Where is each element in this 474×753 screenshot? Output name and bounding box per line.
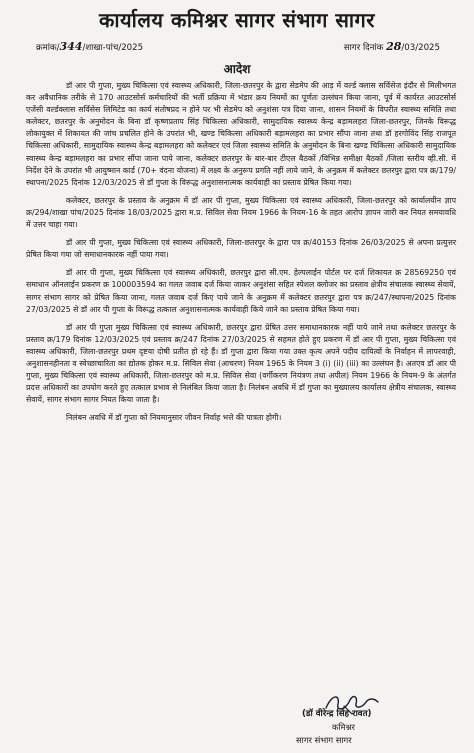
paragraph-charge-memo: कलेक्टर, छतरपुर के प्रस्ताव के अनुक्रम में डॉ आर पी गुप्ता, मुख्य चिकित्सा एवं स्वास्थ्य अधिकारी, जिला-छतरपुर को कार्यालयीन ज्ञाप क्र/294/शाखा पांच/2025 दिनांक 18/03/2025 द्वारा म.प्र. सिविल सेवा नियम 1966 के नियम-16 के तहत आरोप ज्ञापन जारी कर नियत समयावधि में उत्तर चाहा गया। — [26, 195, 456, 230]
paragraph-reply: डॉ आर पी गुप्ता, मुख्य चिकित्सा एवं स्वास्थ्य अधिकारी, जिला-छतरपुर के द्वारा पत्र क्र/40153 दिनांक 26/03/2025 से अपना प्रत्युत्तर प्रेषित किया गया जो समाधानकारक नहीं पाया गया। — [26, 238, 456, 260]
order-date — [344, 40, 440, 53]
paragraph-suspension-order: डॉ आर पी गुप्ता मुख्य चिकित्सा एवं स्वास्थ्य अधिकारी, छतरपुर द्वारा प्रेषित उत्तर समाधानकारक नहीं पाये जाने तथा कलेक्टर छतरपुर के प्रस्ताव क्र/179 दिनांक 12/03/2025 एवं प्रस्ताव क्र/247 दिनांक 27/03/2025 से सहमत होते हुए प्रकरण में डॉ आर पी गुप्ता, मुख्य चिकित्सा एवं स्वास्थ्य अधिकारी, जिला-छतरपुर प्रथम दृष्टया दोषी प्रतीत हो रहे हैं। डॉ गुप्ता द्वारा किया गया उक्त कृत्य अपने पदीय दायित्वों के निर्वाहन में लापरवाही, अनुशासनहीनता व स्वेच्छाचारिता का द्योतक होकर म.प्र. सिविल सेवा (आचरण) नियम 1965 के नियम 3 (i) (ii) (iii) का उल्लंघन है। अतएव डॉ आर पी गुप्ता, मुख्य चिकित्सा एवं स्वास्थ्य अधिकारी, जिला-छतरपुर को म.प्र. सिविल सेवा (वर्गीकरण नियंत्रण तथा अपील) नियम 1966 के नियम-9 के अंतर्गत प्रदत्त अधिकारों का उपयोग करते हुए तत्काल प्रभाव से निलंबित किया जाता है। निलंबन अवधि में डॉ गुप्ता का मुख्यालय कार्यालय क्षेत्रीय संचालक, स्वास्थ्य सेवायें, सागर संभाग सागर नियत किया जाता है। — [26, 322, 456, 405]
ref-suffix: /शाखा-पांच/2025 — [82, 43, 144, 53]
date-day-handwritten: 28 — [386, 40, 402, 53]
signatory-designation: कमिश्नर — [332, 722, 355, 732]
order-body — [26, 80, 456, 430]
signatory-name: (डॉ वीरेन्द्र सिंह रावत) — [302, 709, 372, 719]
ref-prefix: क्रमांक/ — [36, 43, 60, 53]
reference-number — [36, 40, 143, 53]
paragraph-allegations: डॉ आर पी गुप्ता, मुख्य चिकित्सा एवं स्वास्थ्य अधिकारी, जिला-छतरपुर के द्वारा सेडमेप की आड़ में वर्ल्ड क्लास सर्विसेज इंदौर से मिलीभगत कर अवैधानिक तरीके से 170 आउटसोर्स कर्मचारियों की भर्ती प्रक्रिया में भंडार क्रय नियमों का पूर्णतः उल्लंघन किया जाना, पूर्व में कार्यरत आउटसोर्स एजेंसी वर्ल्डक्लास सर्विसेस लिमिटेड का कार्य संतोषप्रद न होने पर भी सेडमेप को अनुशंसा पत्र दिया जाना, शासन नियमों के विपरीत स्वास्थ्य समिति तथा कलेक्टर, छतरपुर के अनुमोदन के बिना डॉ कृष्णप्रताप सिंह चिकित्सा अधिकारी, सामुदायिक स्वास्थ्य केन्द्र बड़ामलहरा जिला-छतरपुर, जिनके विरूद्ध लोकायुक्त में शिकायत की जांच प्रचलित होने के उपरांत भी, खण्ड चिकित्सा अधिकारी बड़ामलहरा का प्रभार सौंपा जाना तथा डॉ हरगोविंद सिंह राजपूत चिकित्सा अधिकारी, सामुदायिक स्वास्थ्य केन्द्र बड़ामलहरा को कलेक्टर एवं जिला स्वास्थ्य समिति के अनुमोदन के बिना खण्ड चिकित्सा अधिकारी सामुदायिक स्वास्थ्य केन्द्र बड़ामलहरा का प्रभार सौंपा जाना पाये जाना, कलेक्टर छतरपुर के बार-बार टीएल बैठकों /विभिन्न समीक्षा बैठकों /जिला स्तरीय व्ही.सी. में निर्देश देने के उपरांत भी आयुष्मान कार्ड (70+ वंदना योजना) में लक्ष्य के अनुरूप प्रगति नहीं लाये जाने, के अनुक्रम में कलेक्टर छतरपुर द्वारा पत्र क्र/179/स्थापना/2025 दिनांक 12/03/2025 से डॉ गुप्ता के विरूद्ध अनुशासनात्मक कार्यवाही का प्रस्ताव प्रेषित किया गया। — [26, 81, 456, 187]
signatory-office: सागर संभाग सागर — [296, 735, 352, 745]
ref-number-handwritten: 344 — [59, 40, 83, 53]
date-prefix: सागर दिनांक — [343, 43, 384, 53]
date-suffix: /03/2025 — [401, 43, 440, 53]
office-title: कार्यालय कमिश्नर सागर संभाग सागर — [99, 8, 375, 32]
order-heading: आदेश — [223, 62, 251, 76]
paragraph-cm-helpline: डॉ आर पी गुप्ता, मुख्य चिकित्सा एवं स्वास्थ्य अधिकारी, छतरपुर द्वारा सी.एम. हेल्पलाईन पोर्टल पर दर्ज शिकायत क्र 28569250 एवं समाधान ऑनलाईन प्रकरण क्र 100003594 का गलत जवाब दर्ज किया जाकर अनुशंसा सहित स्पेशल क्लोजर का प्रस्ताव क्षेत्रीय संचालक स्वास्थ्य सेवायें, सागर संभाग सागर को प्रेषित किया जाना, गलत जवाब दर्ज किए पाये जाने के अनुक्रम में कलेक्टर छतरपुर द्वारा पत्र क्र/247/स्थापना/2025 दिनांक 27/03/2025 से डॉ आर पी गुप्ता के विरूद्ध तत्काल अनुशासनात्मक कार्यवाही किये जाने का प्रस्ताव प्रेषित किया गया। — [26, 268, 456, 314]
paragraph-subsistence-allowance: निलंबन अवधि में डॉ गुप्ता को नियमानुसार जीवन निर्वाह भत्ते की पात्रता होगी। — [66, 413, 282, 423]
